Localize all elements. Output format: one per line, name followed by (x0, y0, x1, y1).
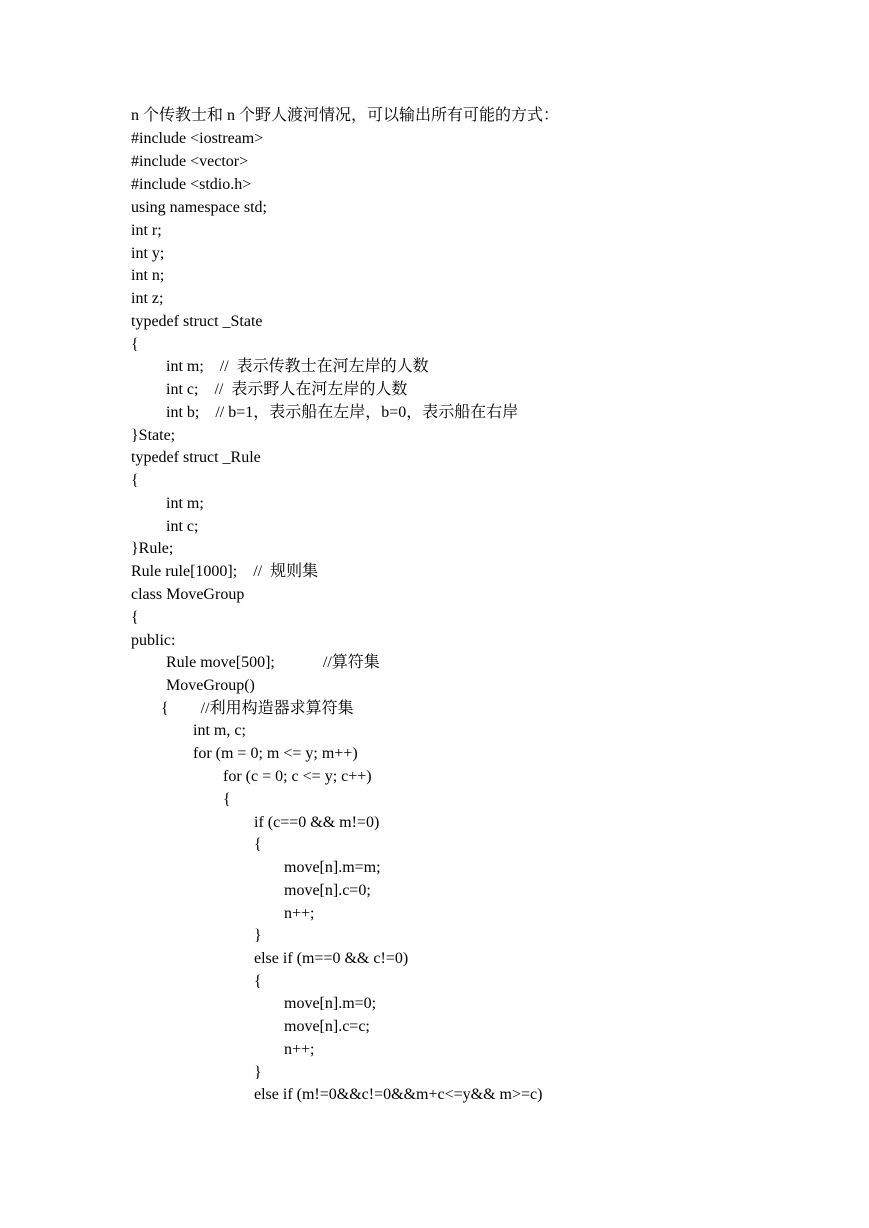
code-line: else if (m!=0&&c!=0&&m+c<=y&& m>=c) (254, 1086, 543, 1103)
code-line: Rule rule[1000]; // 规则集 (131, 563, 319, 580)
document-heading: n 个传教士和 n 个野人渡河情况，可以输出所有可能的方式： (131, 107, 560, 124)
code-line: } (254, 1064, 262, 1081)
code-line: { (131, 336, 139, 353)
code-line: int b; // b=1，表示船在左岸，b=0，表示船在右岸 (166, 404, 519, 421)
code-line: int c; (166, 518, 199, 535)
code-line: { (131, 609, 139, 626)
code-line: }Rule; (131, 540, 174, 557)
code-line: int m, c; (193, 722, 246, 739)
code-line: class MoveGroup (131, 586, 245, 603)
code-line: int m; // 表示传教士在河左岸的人数 (166, 358, 429, 375)
code-line: using namespace std; (131, 199, 267, 216)
code-line: n++; (284, 1041, 315, 1058)
code-line: int r; (131, 222, 162, 239)
code-line: move[n].m=0; (284, 995, 377, 1012)
code-line: }State; (131, 427, 176, 444)
code-line: int c; // 表示野人在河左岸的人数 (166, 381, 408, 398)
code-line: int y; (131, 245, 165, 262)
code-line: public: (131, 632, 176, 649)
code-line: { (254, 973, 262, 990)
code-line: n++; (284, 905, 315, 922)
code-line: for (c = 0; c <= y; c++) (223, 768, 372, 785)
code-line: } (254, 927, 262, 944)
code-line: move[n].c=c; (284, 1018, 370, 1035)
code-line: for (m = 0; m <= y; m++) (193, 745, 358, 762)
code-line: { (131, 472, 139, 489)
code-line: Rule move[500]; //算符集 (166, 654, 380, 671)
code-line: { //利用构造器求算符集 (161, 700, 354, 717)
code-line: int z; (131, 290, 164, 307)
code-line: #include <stdio.h> (131, 176, 252, 193)
code-line: typedef struct _Rule (131, 449, 261, 466)
code-line: MoveGroup() (166, 677, 255, 694)
code-line: move[n].m=m; (284, 859, 381, 876)
code-line: else if (m==0 && c!=0) (254, 950, 409, 967)
code-line: move[n].c=0; (284, 882, 371, 899)
code-line: int n; (131, 267, 165, 284)
code-line: #include <iostream> (131, 130, 264, 147)
code-line: typedef struct _State (131, 313, 263, 330)
code-line: { (254, 836, 262, 853)
code-line: #include <vector> (131, 153, 249, 170)
code-line: { (223, 791, 231, 808)
code-line: if (c==0 && m!=0) (254, 814, 380, 831)
code-line: int m; (166, 495, 204, 512)
